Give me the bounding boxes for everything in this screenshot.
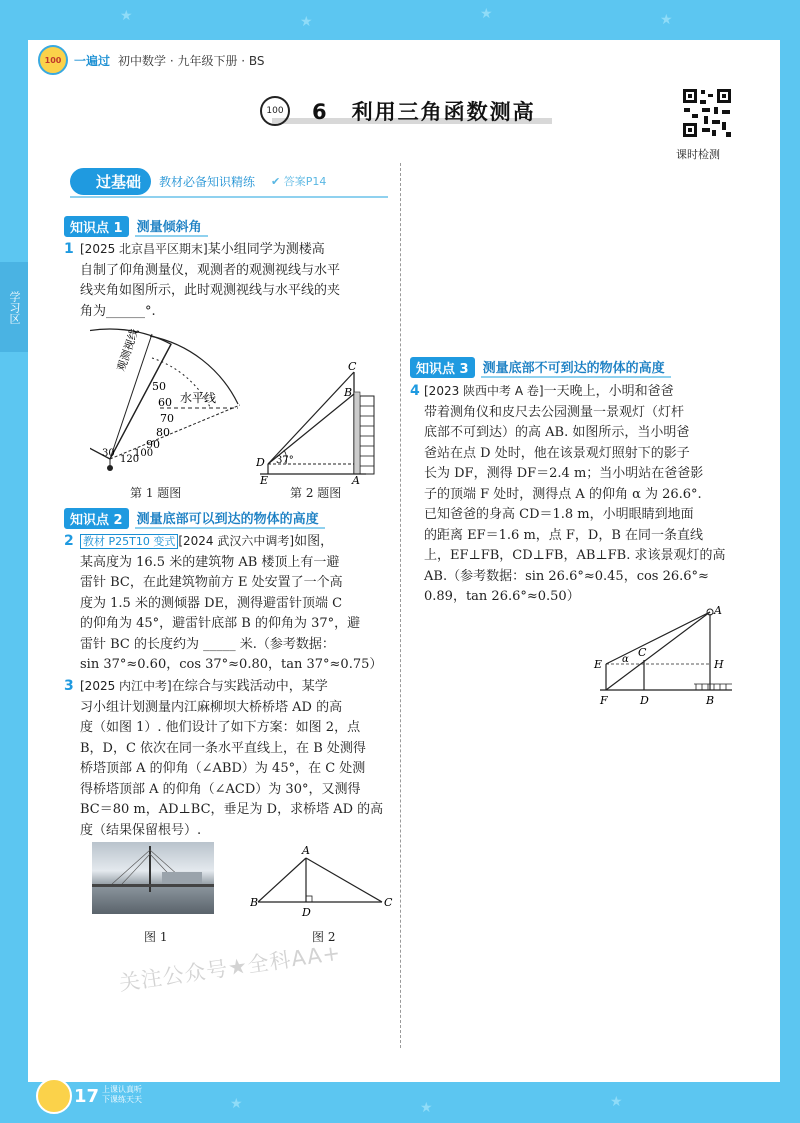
tick-label: 80 bbox=[156, 426, 170, 439]
question-line: 雷针 BC，在此建筑物前方 E 处安置了一个高 bbox=[80, 575, 343, 590]
question-line: 爸站在点 D 处时，他在该景观灯照射下的影子 bbox=[424, 445, 690, 461]
question-text: 在综合与实践活动中，某学 bbox=[171, 679, 328, 694]
section-underline bbox=[70, 196, 388, 198]
figure-3-triangle bbox=[250, 842, 400, 922]
question-4 bbox=[424, 381, 776, 608]
tick-label: 90 bbox=[146, 438, 160, 451]
question-line: 的仰角为 45°，避雷针底部 B 的仰角为 37°，避 bbox=[80, 616, 361, 631]
question-source: [2023 陕西中考 A 卷] bbox=[424, 384, 544, 398]
kp-tag: 知识点 3 bbox=[410, 357, 475, 378]
star-icon: ★ bbox=[660, 12, 673, 28]
watermark-text: 关注公众号★全科AA+ bbox=[117, 940, 343, 996]
plumb-bob-icon bbox=[107, 465, 113, 471]
section-header bbox=[70, 168, 326, 194]
question-line: 上，EF⊥FB，CD⊥FB，AB⊥FB. 求该景观灯的高 bbox=[424, 548, 726, 563]
footer-logo-icon bbox=[36, 1078, 72, 1114]
fig3-label: C bbox=[384, 896, 393, 909]
kp-name: 测量倾斜角 bbox=[135, 216, 208, 237]
question-source: [2025 内江中考] bbox=[80, 679, 172, 693]
fig4-label: F bbox=[600, 694, 608, 707]
textbook-ref-tag: 教材 P25T10 变式 bbox=[80, 534, 178, 549]
question-number: 4 bbox=[410, 383, 420, 399]
lesson-title-block bbox=[252, 94, 552, 128]
question-line: 带着测角仪和皮尺去公园测量一景观灯（灯杆 bbox=[424, 404, 685, 420]
tick-label: 30 bbox=[102, 448, 115, 459]
qr-label: 课时检测 bbox=[676, 148, 720, 161]
section-name: 过基础 bbox=[70, 168, 151, 195]
answer-ref-text: 答案P14 bbox=[283, 175, 327, 188]
question-2 bbox=[80, 531, 396, 676]
tick-label: 70 bbox=[160, 412, 174, 425]
tick-label: 60 bbox=[158, 396, 172, 409]
question-line bbox=[424, 381, 776, 403]
book-header bbox=[38, 50, 265, 70]
star-icon: ★ bbox=[480, 6, 493, 22]
fig2-label: D bbox=[256, 456, 265, 469]
question-line: B，D，C 依次在同一条水平直线上，在 B 处测得 bbox=[80, 740, 366, 756]
question-line: 雷针 BC 的长度约为 _____ 米.（参考数据： bbox=[80, 636, 335, 652]
tick-label: 100 bbox=[134, 448, 154, 459]
question-line: 线夹角如图所示，此时观测视线与水平线的夹 bbox=[80, 283, 341, 298]
fig3-label: B bbox=[250, 896, 259, 909]
question-line bbox=[80, 239, 396, 261]
fig4-label: B bbox=[706, 694, 715, 707]
fig4-label: H bbox=[714, 658, 724, 671]
column-divider bbox=[400, 163, 401, 1048]
fig4-label: E bbox=[594, 658, 603, 671]
question-number: 2 bbox=[64, 533, 74, 549]
question-1 bbox=[80, 239, 396, 322]
question-line: 底部不可到达）的高 AB. 如图所示，当小明爸 bbox=[424, 425, 690, 440]
fig3-label: A bbox=[302, 844, 310, 857]
question-line bbox=[80, 676, 396, 698]
question-line: 某高度为 16.5 米的建筑物 AB 楼顶上有一避 bbox=[80, 554, 340, 570]
left-frame bbox=[0, 0, 28, 1123]
knowledge-point-1 bbox=[64, 216, 208, 236]
fig4-label: D bbox=[640, 694, 649, 707]
question-line: 的距离 EF＝1.6 m，点 F，D，B 在同一条直线 bbox=[424, 527, 704, 543]
figure-3-caption-1: 图 1 bbox=[144, 930, 168, 944]
question-line: sin 37°≈0.60，cos 37°≈0.80，tan 37°≈0.75） bbox=[80, 657, 383, 672]
title-badge-icon: 100 bbox=[260, 96, 290, 126]
question-line: 角为______°. bbox=[80, 303, 156, 319]
question-source: [2024 武汉六中调考] bbox=[178, 534, 295, 548]
question-line: BC＝80 m，AD⊥BC，垂足为 D，求桥塔 AD 的高 bbox=[80, 802, 384, 817]
question-line: 桥塔顶部 A 的仰角（∠ABD）为 45°，在 C 处测 bbox=[80, 761, 366, 776]
question-line: 度为 1.5 米的测倾器 DE，测得避雷针顶端 C bbox=[80, 595, 343, 611]
fig4-label: α bbox=[622, 654, 629, 665]
brand-name: 一遍过 bbox=[74, 53, 111, 68]
footer-slogan: 上课认真听 下课练天天 bbox=[102, 1085, 142, 1104]
fig3-label: D bbox=[302, 906, 311, 919]
bridge-photo bbox=[92, 842, 214, 914]
fig2-label: E bbox=[260, 474, 269, 486]
figure-1-caption: 第 1 题图 bbox=[130, 486, 182, 500]
sight-label: 观测视线 bbox=[114, 327, 142, 373]
question-line: 0.89，tan 26.6°≈0.50） bbox=[424, 589, 580, 604]
tick-label: 50 bbox=[152, 380, 166, 393]
section-subtitle: 教材必备知识精练 bbox=[159, 174, 256, 189]
fig4-label: C bbox=[638, 646, 647, 659]
figure-2-building bbox=[256, 356, 386, 486]
brand-logo-icon: 100 bbox=[38, 45, 68, 75]
kp-tag: 知识点 1 bbox=[64, 216, 129, 237]
question-line: 已知爸爸的身高 CD＝1.8 m，小明眼睛到地面 bbox=[424, 507, 694, 522]
question-line bbox=[80, 531, 396, 553]
question-3 bbox=[80, 676, 396, 841]
fig2-label: C bbox=[348, 360, 357, 373]
question-line: 习小组计划测量内江麻柳坝大桥桥塔 AD 的高 bbox=[80, 699, 343, 715]
kp-name: 测量底部可以到达的物体的高度 bbox=[135, 508, 325, 529]
fig2-label: 37° bbox=[276, 455, 294, 466]
kp-name: 测量底部不可到达的物体的高度 bbox=[481, 357, 671, 378]
bridge-photo-drawing bbox=[92, 842, 214, 914]
question-line: 得桥塔顶部 A 的仰角（∠ACD）为 30°，又测得 bbox=[80, 781, 361, 797]
question-text: 如图， bbox=[294, 534, 334, 549]
question-line: 自制了仰角测量仪，观测者的观测视线与水平 bbox=[80, 262, 341, 278]
answer-reference: ✔ 答案P14 bbox=[271, 175, 327, 188]
question-number: 1 bbox=[64, 241, 74, 257]
star-icon: ★ bbox=[300, 14, 313, 30]
question-source: [2025 北京昌平区期末] bbox=[80, 242, 208, 256]
star-icon: ★ bbox=[230, 1096, 243, 1112]
figure-3-caption-2: 图 2 bbox=[312, 930, 336, 944]
star-icon: ★ bbox=[120, 8, 133, 24]
fig4-label: A bbox=[714, 604, 722, 617]
fig2-label: B bbox=[344, 386, 353, 399]
knowledge-point-2 bbox=[64, 508, 325, 528]
question-number: 3 bbox=[64, 678, 74, 694]
book-info: 初中数学 · 九年级下册 · BS bbox=[118, 53, 265, 68]
figure-2-caption: 第 2 题图 bbox=[290, 486, 342, 500]
page-number: 17 bbox=[74, 1086, 100, 1107]
fig2-label: A bbox=[352, 474, 360, 486]
horizontal-line-figure bbox=[160, 390, 240, 420]
qr-code-icon[interactable] bbox=[682, 88, 732, 138]
question-line: 度（结果保留根号）. bbox=[80, 822, 202, 838]
kp-tag: 知识点 2 bbox=[64, 508, 129, 529]
question-line: 子的顶端 F 处时，测得点 A 的仰角 α 为 26.6°. bbox=[424, 486, 702, 502]
tick-label: 120 bbox=[120, 454, 140, 465]
figure-4-lamp bbox=[590, 604, 740, 708]
question-text: 一天晚上，小明和爸爸 bbox=[543, 384, 674, 399]
star-icon: ★ bbox=[610, 1094, 623, 1110]
question-line: 度（如图 1）. 他们设计了如下方案：如图 2，点 bbox=[80, 720, 361, 735]
horizontal-label: 水平线 bbox=[180, 391, 217, 405]
knowledge-point-3 bbox=[410, 357, 671, 377]
lesson-title: 6 利用三角函数测高 bbox=[312, 100, 536, 124]
right-frame bbox=[780, 0, 800, 1123]
question-line: AB.（参考数据：sin 26.6°≈0.45，cos 26.6°≈ bbox=[424, 568, 709, 584]
star-icon: ★ bbox=[420, 1100, 433, 1116]
side-tab-study-area: 学习区 bbox=[0, 262, 28, 352]
question-line: 长为 DF，测得 DF＝2.4 m；当小明站在爸爸影 bbox=[424, 466, 704, 481]
question-text: 某小组同学为测楼高 bbox=[207, 242, 325, 257]
